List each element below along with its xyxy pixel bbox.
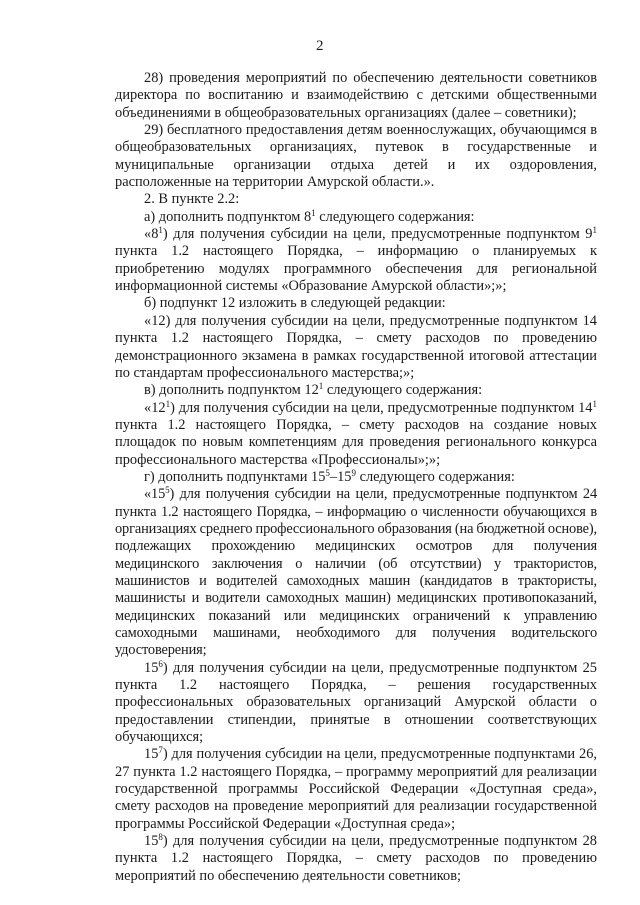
paragraph-item-29: 29) бесплатного предоставления детям военнослужащих, обучающимся в общеобразовательных организациях, путевок в государственные и муниципальные организации отдыха детей и их оздоровления, расположенные на территории Амурской области.».	[115, 122, 597, 191]
paragraph-subitem-a: а) дополнить подпунктом $8^1$ следующего содержания:	[144, 207, 475, 225]
paragraph-point-2: 2. В пункте 2.2:	[144, 191, 240, 208]
paragraph-subitem-b: б) подпункт 12 изложить в следующей редакции:	[144, 295, 446, 312]
paragraph-subitem-v: в) дополнить подпунктом $12^1$ следующего содержания:	[144, 381, 483, 399]
paragraph-15-8: $15^8$) для получения субсидии на цели, предусмотренные подпунктом 28 пункта 1.2 настоящего Порядка, – смету расходов по проведению мероприятий по обеспечению деятельности советников;	[115, 832, 597, 884]
page-number: 2	[316, 38, 324, 54]
paragraph-12-1: «$12^1$) для получения субсидии на цели, предусмотренные подпунктом $14^1$ пункта 1.2 настоящего Порядка, – смету расходов на создание новых площадок по новым компетенциям для проведения регионального конкурса профессионального мастерства «Профессионалы»;»;	[115, 398, 597, 468]
paragraph-15-5: «$15^5$) для получения субсидии на цели, предусмотренные подпунктом 24 пункта 1.2 настоящего Порядка, – информацию о численности обучающихся в организациях среднего профессионального образования (на бюджетной основе), подлежащих прохождению медицинских осмотров для получения медицинского заключения о наличии (об отсутствии) у трактористов, машинистов и водителей самоходных машин (кандидатов в трактористы, машинисты и водители самоходных машин) медицинских противопоказаний, медицинских показаний или медицинских ограничений к управлению самоходными машинами, необходимого для получения водительского удостоверения;	[115, 485, 597, 659]
paragraph-8-1: «$8^1$) для получения субсидии на цели, предусмотренные подпунктом $9^1$ пункта 1.2 настоящего Порядка, – информацию о планируемых к приобретению модулях программного обеспечения для региональной информационной системы «Образование Амурской области»;»;	[115, 225, 597, 295]
paragraph-subitem-g: г) дополнить подпунктами $15^5-15^9$ следующего содержания:	[144, 467, 515, 485]
paragraph-item-28: 28) проведения мероприятий по обеспечению деятельности советников директора по воспитанию и взаимодействию с детскими общественными объединениями в общеобразовательных организациях (далее – советники);	[115, 70, 597, 121]
paragraph-15-7: $15^7$) для получения субсидии на цели, предусмотренные подпунктами 26, 27 пункта 1.2 настоящего Порядка, – программу мероприятий для реализации государственной программы Российской Федерации «Доступная среда», смету расходов на проведение мероприятий для реализации государственной программы Российской Федерации «Доступная среда»;	[115, 745, 597, 832]
paragraph-12: «12) для получения субсидии на цели, предусмотренные подпунктом 14 пункта 1.2 настоящего Порядка, – смету расходов по проведению демонстрационного экзамена в рамках государственной итоговой аттестации по стандартам профессионального мастерства;»;	[115, 312, 597, 381]
document-body	[115, 70, 597, 885]
paragraph-15-6: $15^6$) для получения субсидии на цели, предусмотренные подпунктом 25 пункта 1.2 настоящего Порядка, – решения государственных профессиональных образовательных организаций Амурской области о предоставлении стипендии, принятые в отношении соответствующих обучающихся;	[115, 658, 597, 746]
